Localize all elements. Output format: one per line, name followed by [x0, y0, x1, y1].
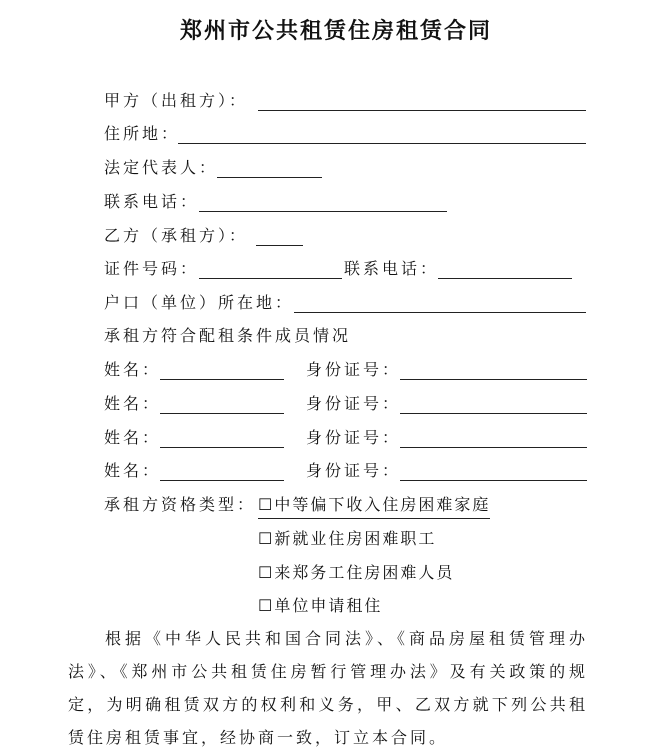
- member-name-blank[interactable]: [160, 379, 284, 380]
- member-name-label: 姓名：: [104, 394, 162, 413]
- phone-label: 联系电话：: [104, 192, 200, 211]
- id-number-label: 证件号码：: [104, 259, 200, 278]
- eligibility-option-new-employee[interactable]: ☐新就业住房困难职工: [258, 529, 437, 548]
- member-name-blank[interactable]: [160, 447, 284, 448]
- member-name-label: 姓名：: [104, 428, 162, 447]
- member-id-blank[interactable]: [400, 480, 587, 481]
- member-name-label: 姓名：: [104, 360, 162, 379]
- address-label: 住所地：: [104, 124, 181, 143]
- member-id-label: 身份证号：: [306, 360, 402, 379]
- eligibility-option-migrant-worker[interactable]: ☐来郑务工住房困难人员: [258, 563, 455, 582]
- party-b-label: 乙方（承租方）：: [104, 226, 249, 245]
- member-id-label: 身份证号：: [306, 394, 402, 413]
- eligibility-label: 承租方资格类型：: [104, 495, 257, 514]
- eligibility-option-unit-application[interactable]: ☐单位申请租住: [258, 596, 383, 615]
- member-id-blank[interactable]: [400, 379, 587, 380]
- preamble-text: 根据《中华人民共和国合同法》、《商品房屋租赁管理办法》、《郑州市公共租赁住房暂行管理办法》及有关政策的规定，为明确租赁双方的权利和义务，甲、乙双方就下列公共租赁住房租赁事宜，经协商一致，订立本合同。: [68, 629, 588, 747]
- members-heading: 承租方符合配租条件成员情况: [104, 326, 352, 345]
- member-id-label: 身份证号：: [306, 428, 402, 447]
- member-name-blank[interactable]: [160, 413, 284, 414]
- contact-phone-blank[interactable]: [438, 278, 572, 279]
- member-id-blank[interactable]: [400, 413, 587, 414]
- contact-phone-label: 联系电话：: [344, 259, 440, 278]
- eligibility-option-low-income[interactable]: ☐中等偏下收入住房困难家庭: [258, 492, 490, 519]
- member-name-label: 姓名：: [104, 461, 162, 480]
- member-name-blank[interactable]: [160, 480, 284, 481]
- party-a-label: 甲方（出租方）：: [104, 91, 249, 110]
- address-blank[interactable]: [178, 143, 586, 144]
- legal-rep-label: 法定代表人：: [104, 158, 219, 177]
- phone-blank[interactable]: [199, 211, 447, 212]
- id-number-blank[interactable]: [199, 278, 342, 279]
- household-label: 户口（单位）所在地：: [104, 293, 295, 312]
- party-a-blank[interactable]: [258, 110, 586, 111]
- member-id-blank[interactable]: [400, 447, 587, 448]
- party-b-blank[interactable]: [256, 245, 303, 246]
- member-id-label: 身份证号：: [306, 461, 402, 480]
- preamble-paragraph: [68, 622, 588, 754]
- legal-rep-blank[interactable]: [217, 177, 322, 178]
- household-blank[interactable]: [294, 312, 586, 313]
- contract-title: 郑州市公共租赁住房租赁合同: [179, 19, 492, 44]
